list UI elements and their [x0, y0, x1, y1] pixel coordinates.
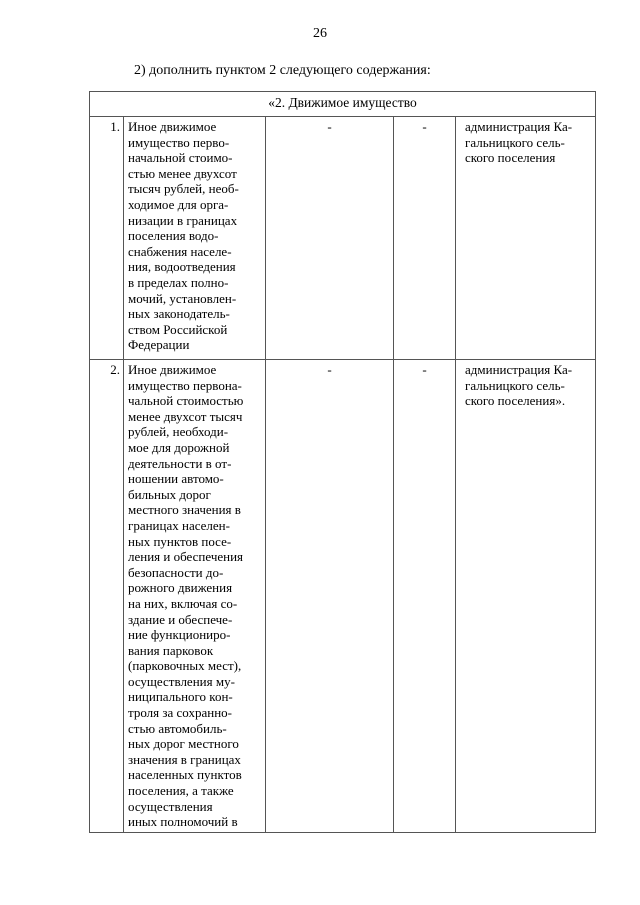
description-line: ния, водоотведения — [128, 259, 236, 275]
owner-line: гальницкого сель- — [465, 377, 565, 393]
description-line: менее двухсот тысяч — [128, 408, 243, 424]
description-line: мочий, установлен- — [128, 290, 237, 306]
description-line: снабжения населе- — [128, 243, 232, 259]
description-line: поселения, а также — [128, 783, 234, 799]
row-number: 1. — [90, 117, 124, 360]
row-description — [124, 117, 266, 360]
description-line: (парковочных мест), — [128, 658, 242, 674]
description-line: ством Российской — [128, 321, 228, 337]
description-line: местного значения в — [128, 502, 241, 518]
description-line: ношении автомо- — [128, 471, 224, 487]
description-line: населенных пунктов — [128, 767, 242, 783]
description-line: Иное движимое — [128, 362, 217, 377]
description-line: рожного движения — [128, 580, 233, 596]
row-col4: - — [394, 117, 456, 360]
owner-line: гальницкого сель- — [465, 134, 565, 150]
section-header-row — [90, 92, 596, 117]
description-line: в пределах полно- — [128, 274, 229, 290]
intro-text: 2) дополнить пунктом 2 следующего содержания: — [134, 63, 431, 78]
owner-line: ского поселения — [465, 150, 556, 166]
description-line: имущество первона- — [128, 377, 242, 393]
description-line: бильных дорог — [128, 486, 211, 502]
description-line: осуществления — [128, 798, 213, 814]
description-line: ходимое для орга- — [128, 196, 229, 212]
description-line: ниципального кон- — [128, 689, 233, 705]
owner-line: администрация Ка- — [465, 119, 573, 134]
description-line: рублей, необходи- — [128, 424, 229, 440]
description-line: имущество перво- — [128, 134, 230, 150]
table-row — [90, 360, 596, 833]
description-line: тысяч рублей, необ- — [128, 181, 239, 197]
description-line: Федерации — [128, 337, 190, 353]
description-line: вания парковок — [128, 642, 214, 658]
row-col3: - — [266, 117, 394, 360]
description-line: ние функциониро- — [128, 627, 231, 643]
description-line: низации в границах — [128, 212, 238, 228]
description-line: стью менее двухсот — [128, 165, 237, 181]
description-line: начальной стоимо- — [128, 150, 233, 166]
row-description — [124, 360, 266, 833]
description-line: на них, включая со- — [128, 595, 238, 611]
description-line: иных полномочий в — [128, 814, 238, 830]
row-col4: - — [394, 360, 456, 833]
description-line: поселения водо- — [128, 228, 219, 244]
section-title: «2. Движимое имущество — [90, 92, 596, 117]
owner-line: администрация Ка- — [465, 362, 573, 377]
description-line: здание и обеспече- — [128, 611, 233, 627]
table-row — [90, 117, 596, 360]
description-line: деятельности в от- — [128, 455, 232, 471]
description-line: троля за сохранно- — [128, 705, 232, 721]
owner-line: ского поселения». — [465, 393, 566, 409]
description-line: ных законодатель- — [128, 306, 230, 322]
row-owner — [456, 360, 596, 833]
description-line: мое для дорожной — [128, 439, 230, 455]
row-col3: - — [266, 360, 394, 833]
description-line: безопасности до- — [128, 564, 224, 580]
property-table — [89, 91, 596, 833]
description-line: значения в границах — [128, 751, 241, 767]
row-owner — [456, 117, 596, 360]
description-line: стью автомобиль- — [128, 720, 227, 736]
description-line: чальной стоимостью — [128, 393, 244, 409]
page-number: 26 — [313, 26, 327, 41]
description-line: ных пунктов посе- — [128, 533, 232, 549]
description-line: Иное движимое — [128, 119, 217, 134]
description-line: осуществления му- — [128, 673, 235, 689]
description-line: ных дорог местного — [128, 736, 239, 752]
description-line: границах населен- — [128, 517, 230, 533]
description-line: ления и обеспечения — [128, 549, 244, 565]
row-number: 2. — [90, 360, 124, 833]
